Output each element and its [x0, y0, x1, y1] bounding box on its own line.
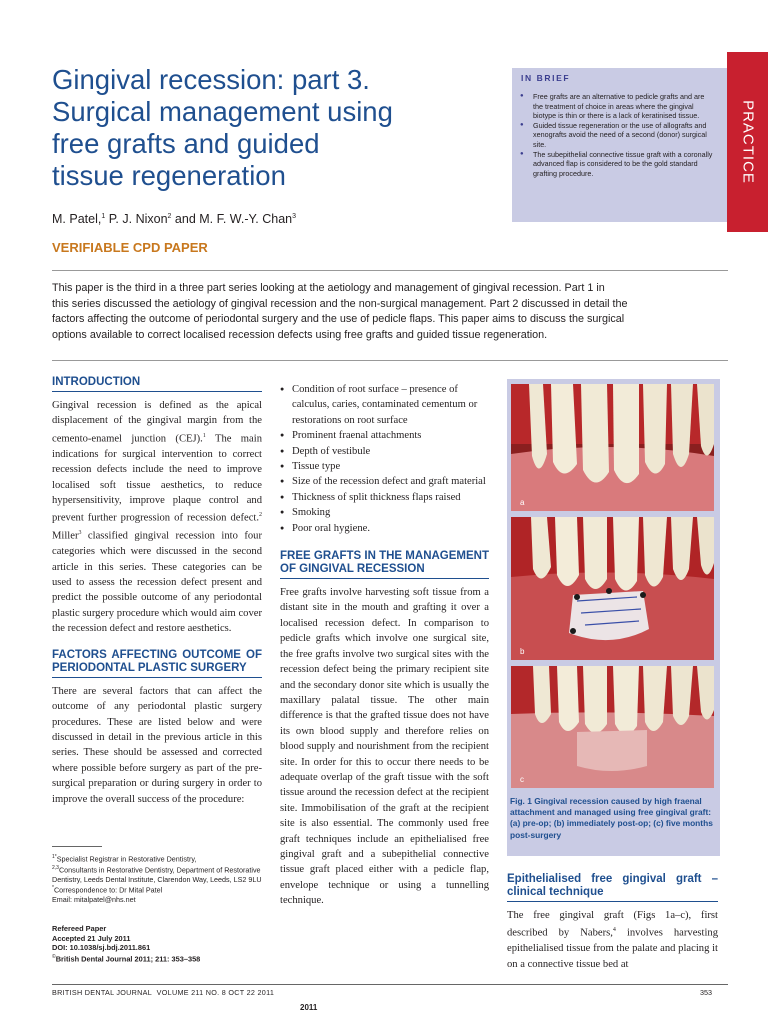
footnote-text: Correspondence to: Dr Mital Patel — [53, 885, 163, 895]
column-2 — [280, 382, 489, 909]
intro-paragraph: Gingival recession is defined as the apical displacement of the gingival margin from the cemento-enamel junction (CEJ).$^1$ The main indications for surgical intervention to correct recession defects include the need to improve localised soft tissue aesthetics, to reduce hypersensitivity, improve plaque control and prevent further progression of recession defect.$^2$ Miller$^3$ classified gingival recession into four categories which were discussed in the second article in this series. These categories can be used to assess the recession defect present and predict the possible outcome of any periodontal plastic surgery procedure which would aim cover the recession defect and restore aesthetics. — [52, 400, 262, 635]
list-item: ● Prominent fraenal attachments — [280, 428, 489, 443]
page-number: 353 — [700, 988, 712, 997]
abstract — [52, 281, 728, 343]
in-brief-item: ● The subepithelial connective tissue graft with a coronally advanced flap is considered to be the gold standard grafting procedure. — [520, 150, 716, 179]
author-list — [52, 212, 296, 226]
list-item: ● Size of the recession defect and graft material — [280, 474, 489, 489]
author-name: M. Patel, — [52, 212, 102, 226]
copyright-mark: © — [52, 953, 56, 960]
section-heading-free-grafts: FREE GRAFTS IN THE MANAGEMENT OF GINGIVAL RECESSION — [280, 550, 489, 579]
teeth-image-b — [511, 517, 714, 660]
in-brief-box — [512, 68, 727, 222]
section-tab — [727, 52, 768, 232]
citation-mark: 3 — [78, 530, 82, 537]
footnote-mark: 1* — [52, 854, 57, 860]
title-line: free grafts and guided — [52, 128, 320, 159]
doi: DOI: 10.1038/sj.bdj.2011.861 — [52, 943, 151, 953]
in-brief-title: IN BRIEF — [521, 73, 571, 83]
article-title — [52, 64, 452, 192]
footnote-divider — [52, 846, 102, 847]
section-heading-factors: FACTORS AFFECTING OUTCOME OF PERIODONTAL PLASTIC SURGERY — [52, 649, 262, 678]
teeth-image-c — [511, 666, 714, 788]
author-footnotes — [52, 853, 262, 904]
in-brief-item: ● Free grafts are an alternative to pedicle grafts and are the treatment of choice in areas where the gingival biotype is thin or there is a lack of keratinised tissue. — [520, 92, 716, 121]
author-name: and M. F. W.-Y. Chan — [171, 212, 293, 226]
divider — [52, 270, 728, 271]
list-item: ● Thickness of split thickness flaps raised — [280, 490, 489, 505]
journal-name: BRITISH DENTAL JOURNAL — [52, 988, 153, 997]
title-line: Surgical management using — [52, 96, 393, 127]
in-brief-list — [520, 92, 716, 178]
citation-mark: 2 — [259, 512, 262, 519]
reference-info — [52, 924, 262, 964]
abstract-line: options available to correct localised recession defects using free grafts and guided tissue regeneration. — [52, 328, 548, 341]
footnote-text: Specialist Registrar in Restorative Dentistry, — [56, 854, 197, 864]
section-tab-label: PRACTICE — [739, 100, 756, 184]
journal-volume: VOLUME 211 NO. 8 OCT 22 2011 — [156, 988, 275, 997]
cpd-label: VERIFIABLE CPD PAPER — [52, 240, 208, 255]
refereed-label: Refereed Paper — [52, 924, 107, 933]
figure-label: a — [520, 498, 525, 507]
section-heading-introduction: INTRODUCTION — [52, 376, 262, 392]
clinical-photo-a — [511, 384, 714, 511]
author-affiliation-mark: 3 — [292, 212, 297, 220]
teeth-image-a — [511, 384, 714, 511]
list-item: ● Condition of root surface – presence of calculus, caries, contaminated cementum or restorations on root surface — [280, 382, 489, 428]
clinical-photo-b — [511, 517, 714, 660]
clinical-photo-c — [511, 666, 714, 788]
accepted-date: Accepted 21 July 2011 — [52, 933, 131, 943]
abstract-line: this series discussed the aetiology of gingival recession and the non-surgical management. Part 2 discussed in detail the — [52, 297, 628, 310]
abstract-line: factors affecting the outcome of periodontal surgery and the use of pedicle flaps. This paper aims to discuss the surgical — [52, 313, 625, 325]
author-name: P. J. Nixon — [105, 212, 168, 226]
footer-divider — [52, 984, 728, 985]
in-brief-item: ● Guided tissue regeneration or the use of allografts and xenografts avoid the need of a second (donor) surgical site. — [520, 121, 716, 150]
citation-mark: 4 — [612, 927, 616, 934]
list-item: ● Smoking — [280, 505, 489, 520]
factors-list — [280, 382, 489, 536]
column-3 — [507, 873, 718, 972]
citation-mark: 1 — [202, 432, 206, 439]
title-line: tissue regeneration — [52, 160, 286, 191]
section-heading-epithelialised: Epithelialised free gingival graft – clinical technique — [507, 873, 718, 902]
epithelialised-paragraph: The free gingival graft (Figs 1a–c), first described by Nabers,$^4$ involves harvesting epithelialised tissue from the palate and placing it on a connective tissue bed at — [507, 910, 718, 970]
divider — [52, 360, 728, 361]
footnote-mark: 2,3 — [52, 864, 59, 871]
figure-label: b — [520, 647, 525, 656]
footnote-mark: * — [52, 885, 54, 891]
year-label: 2011 — [300, 1003, 318, 1012]
citation-line: British Dental Journal 2011; 211: 353–358 — [55, 954, 201, 964]
free-grafts-paragraph: Free grafts involve harvesting soft tissue from a distant site in the mouth and grafting it over a localised recession defect. In comparison to pedicle grafts which involve one surgical site, the free grafts involve two surgical sites with the recession defect being the primary recipient site and the secondary donor site which is usually the maxillary palatal tissue. The other main difference is that the grafted tissue does not have its own blood supply and therefore relies on blood supply and nourishment from the recipient site. In order for this to occur there needs to be adequate overlap of the graft tissue with the soft tissue around the recession defect at the recipient site. Immobilisation of the graft at the recipient site is also essential. The commonly used free graft techniques include an epithelialised free gingival graft and a subepithelial connective tissue graft placed either with a pedicle flap, envelope technique or using a tunnelling technique. — [280, 587, 489, 907]
factors-paragraph: There are several factors that can affect the outcome of any periodontal plastic surgery procedures. These are listed below and were discussed in detail in the previous article in this series. These should be assessed and corrected where possible before surgery as part of the pre-surgical preparation or during surgery in order to improve the overall success of the procedure: — [52, 685, 262, 805]
list-item: ● Depth of vestibule — [280, 444, 489, 459]
author-affiliation-mark: 2 — [167, 212, 172, 220]
list-item: ● Poor oral hygiene. — [280, 521, 489, 536]
figure-label: c — [520, 775, 524, 784]
author-affiliation-mark: 1 — [101, 212, 106, 220]
title-line: Gingival recession: part 3. — [52, 64, 370, 95]
figure-panel — [507, 379, 720, 856]
journal-footer — [52, 988, 274, 997]
abstract-line: This paper is the third in a three part series looking at the aetiology and management of gingival recession. Part 1 in — [52, 282, 605, 294]
footnote-email: Email: mitalpatel@nhs.net — [52, 894, 136, 904]
footnote-text: Consultants in Restorative Dentistry, Department of Restorative Dentistry, Leeds Dental Institute, Clarendon Way, Leeds, LS2 9LU — [52, 865, 262, 884]
column-1 — [52, 376, 262, 807]
list-item: ● Tissue type — [280, 459, 489, 474]
figure-caption: Fig. 1 Gingival recession caused by high fraenal attachment and managed using free gingival graft: (a) pre-op; (b) immediately post-op; (c) five months post-surgery — [510, 796, 713, 840]
